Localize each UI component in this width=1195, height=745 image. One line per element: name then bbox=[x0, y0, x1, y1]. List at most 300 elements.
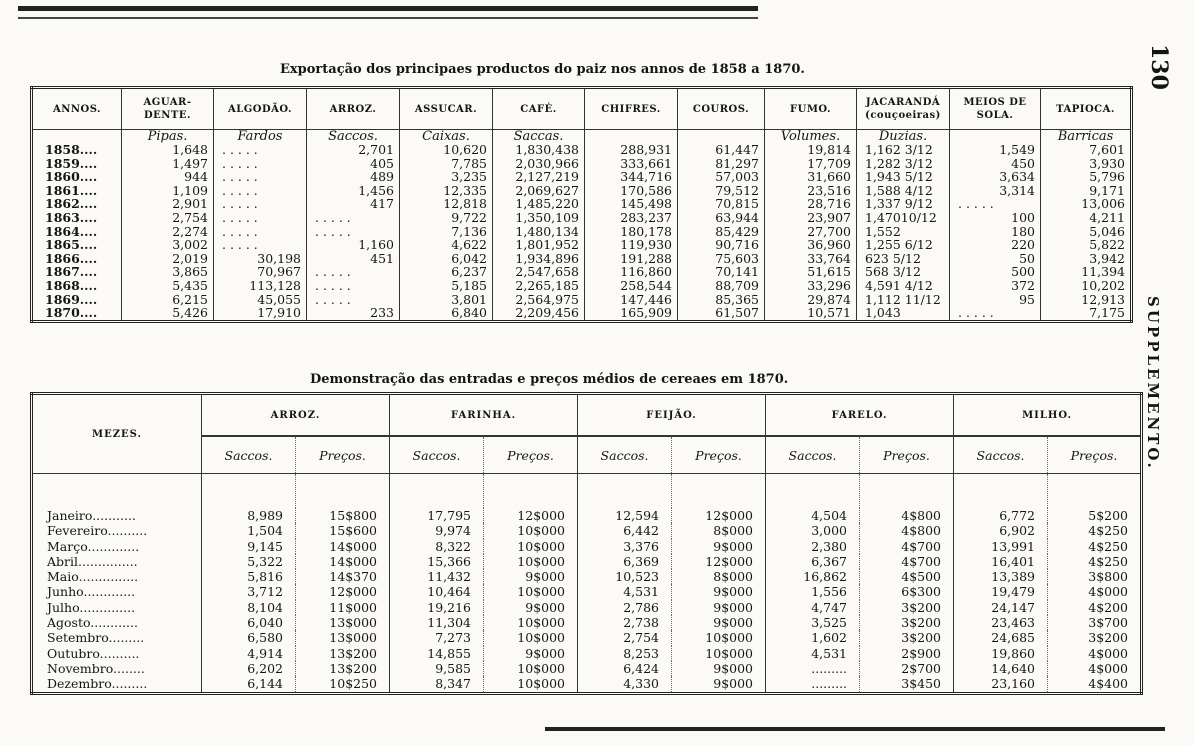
cereals-table-row bbox=[32, 676, 1142, 693]
exports-value-cell: 170,586 bbox=[585, 184, 678, 198]
exports-value-cell: 2,069,627 bbox=[493, 184, 585, 198]
exports-value-cell: 180,178 bbox=[585, 225, 678, 239]
cereal-value-cell: 24,147 bbox=[954, 600, 1048, 615]
exports-year-cell: 1858.... bbox=[45, 143, 98, 157]
exports-value-cell: 5,426 bbox=[122, 306, 214, 321]
cereal-value-cell: 11,432 bbox=[390, 569, 484, 584]
cereals-table-row bbox=[32, 539, 1142, 554]
exports-column-header: ALGODÃO. bbox=[214, 88, 307, 130]
exports-value-cell: . . . . . bbox=[307, 225, 400, 239]
exports-value-cell: . . . . . bbox=[307, 293, 400, 307]
exports-year-cell: 1860.... bbox=[45, 170, 98, 184]
cereal-value-cell: 17,795 bbox=[390, 508, 484, 523]
exports-value-cell: 623 5/12 bbox=[857, 252, 950, 266]
exports-value-cell: 2,901 bbox=[122, 197, 214, 211]
cereal-value-cell: 10$000 bbox=[484, 676, 578, 693]
exports-value-cell: . . . . . bbox=[307, 211, 400, 225]
cereal-value-cell: 3$200 bbox=[1048, 630, 1142, 645]
month-name-cell: Janeiro........... bbox=[47, 508, 136, 523]
cereals-table-row bbox=[32, 584, 1142, 599]
exports-year-cell: 1869.... bbox=[45, 292, 98, 307]
exports-year-cell: 1866.... bbox=[45, 251, 98, 266]
exports-table-row bbox=[32, 170, 1132, 184]
exports-value-cell: 180 bbox=[950, 225, 1041, 239]
cereal-subheader: Preços. bbox=[296, 436, 390, 474]
cereal-value-cell: 4,531 bbox=[578, 584, 672, 599]
cereal-value-cell: ......... bbox=[766, 676, 860, 693]
cereal-value-cell: 15,366 bbox=[390, 554, 484, 569]
exports-value-cell: 12,913 bbox=[1041, 293, 1132, 307]
exports-value-cell: 405 bbox=[307, 157, 400, 171]
exports-value-cell: 4,211 bbox=[1041, 211, 1132, 225]
exports-value-cell: 90,716 bbox=[678, 238, 765, 252]
exports-value-cell: 288,931 bbox=[585, 143, 678, 157]
cereal-value-cell: 14,640 bbox=[954, 661, 1048, 676]
exports-value-cell: 23,907 bbox=[765, 211, 857, 225]
cereal-value-cell: 10$250 bbox=[296, 676, 390, 693]
exports-table-row bbox=[32, 238, 1132, 252]
exports-value-cell: 116,860 bbox=[585, 265, 678, 279]
exports-value-cell: 450 bbox=[950, 157, 1041, 171]
exports-value-cell: . . . . . bbox=[950, 197, 1041, 211]
cereal-value-cell: 3,000 bbox=[766, 523, 860, 538]
cereal-value-cell: 8,104 bbox=[202, 600, 296, 615]
cereal-value-cell: 19,216 bbox=[390, 600, 484, 615]
cereals-table-row bbox=[32, 569, 1142, 584]
exports-value-cell: 1,648 bbox=[122, 143, 214, 157]
month-name-cell: Abril............... bbox=[47, 553, 138, 569]
exports-value-cell: 57,003 bbox=[678, 170, 765, 184]
exports-value-cell: 2,274 bbox=[122, 225, 214, 239]
exports-value-cell: 2,547,658 bbox=[493, 265, 585, 279]
exports-value-cell: . . . . . bbox=[214, 197, 307, 211]
exports-value-cell: . . . . . bbox=[214, 238, 307, 252]
exports-year-cell: 1861.... bbox=[45, 183, 98, 198]
exports-value-cell: 3,930 bbox=[1041, 157, 1132, 171]
spacer-cell bbox=[1048, 474, 1142, 509]
cereal-value-cell: 10$000 bbox=[484, 615, 578, 630]
exports-value-cell: 344,716 bbox=[585, 170, 678, 184]
cereal-value-cell: 13$200 bbox=[296, 646, 390, 661]
cereal-value-cell: 9$000 bbox=[672, 661, 766, 676]
cereal-value-cell: 12,594 bbox=[578, 508, 672, 523]
exports-value-cell: 165,909 bbox=[585, 306, 678, 321]
exports-value-cell: 119,930 bbox=[585, 238, 678, 252]
cereal-value-cell: 1,504 bbox=[202, 523, 296, 538]
exports-value-cell: 451 bbox=[307, 252, 400, 266]
cereal-value-cell: 8,347 bbox=[390, 676, 484, 693]
spacer-cell bbox=[484, 474, 578, 509]
exports-value-cell: 944 bbox=[122, 170, 214, 184]
cereal-subheader: Saccos. bbox=[954, 436, 1048, 474]
exports-value-cell: 1,549 bbox=[950, 143, 1041, 157]
cereal-value-cell: 9$000 bbox=[672, 676, 766, 693]
spacer-cell bbox=[766, 474, 860, 509]
exports-year-cell: 1868.... bbox=[45, 278, 98, 293]
cereal-value-cell: 13,389 bbox=[954, 569, 1048, 584]
exports-value-cell: 3,314 bbox=[950, 184, 1041, 198]
cereal-value-cell: 24,685 bbox=[954, 630, 1048, 645]
exports-value-cell: 113,128 bbox=[214, 279, 307, 293]
exports-value-cell: 95 bbox=[950, 293, 1041, 307]
exports-value-cell: 50 bbox=[950, 252, 1041, 266]
exports-table-row bbox=[32, 157, 1132, 171]
exports-value-cell: 5,435 bbox=[122, 279, 214, 293]
exports-value-cell: 6,237 bbox=[400, 265, 493, 279]
exports-value-cell: 1,337 9/12 bbox=[857, 197, 950, 211]
cereal-subheader: Preços. bbox=[484, 436, 578, 474]
cereal-group-header: FARELO. bbox=[766, 394, 954, 437]
exports-value-cell: . . . . . bbox=[214, 143, 307, 157]
cereal-value-cell: 4,531 bbox=[766, 646, 860, 661]
cereal-value-cell: 4$000 bbox=[1048, 646, 1142, 661]
exports-column-header: ANNOS. bbox=[32, 88, 122, 130]
exports-value-cell: 1,160 bbox=[307, 238, 400, 252]
cereal-value-cell: 3,525 bbox=[766, 615, 860, 630]
cereal-value-cell: 4$700 bbox=[860, 539, 954, 554]
exports-value-cell: 10,620 bbox=[400, 143, 493, 157]
cereal-value-cell: 14$370 bbox=[296, 569, 390, 584]
exports-value-cell: 145,498 bbox=[585, 197, 678, 211]
cereal-value-cell: 19,479 bbox=[954, 584, 1048, 599]
exports-value-cell: 2,019 bbox=[122, 252, 214, 266]
exports-value-cell: 81,297 bbox=[678, 157, 765, 171]
cereal-value-cell: 4$200 bbox=[1048, 600, 1142, 615]
cereal-value-cell: 3$800 bbox=[1048, 569, 1142, 584]
cereal-value-cell: 3$200 bbox=[860, 615, 954, 630]
cereals-table-row bbox=[32, 523, 1142, 538]
exports-value-cell: 2,564,975 bbox=[493, 293, 585, 307]
exports-value-cell: 4,591 4/12 bbox=[857, 279, 950, 293]
exports-column-header: COUROS. bbox=[678, 88, 765, 130]
exports-column-header: ARROZ. bbox=[307, 88, 400, 130]
cereal-value-cell: 3$450 bbox=[860, 676, 954, 693]
exports-value-cell: 233 bbox=[307, 306, 400, 321]
exports-table-row bbox=[32, 184, 1132, 198]
cereal-value-cell: 11$000 bbox=[296, 600, 390, 615]
exports-value-cell: 5,796 bbox=[1041, 170, 1132, 184]
exports-value-cell: 70,141 bbox=[678, 265, 765, 279]
exports-value-cell: 2,265,185 bbox=[493, 279, 585, 293]
cereal-value-cell: 5,816 bbox=[202, 569, 296, 584]
cereal-value-cell: 9,974 bbox=[390, 523, 484, 538]
cereal-value-cell: 9$000 bbox=[484, 600, 578, 615]
exports-column-header: CAFÉ. bbox=[493, 88, 585, 130]
cereal-value-cell: 10,523 bbox=[578, 569, 672, 584]
cereal-value-cell: 10$000 bbox=[672, 630, 766, 645]
cereal-group-header: ARROZ. bbox=[202, 394, 390, 437]
exports-value-cell: 29,874 bbox=[765, 293, 857, 307]
cereal-value-cell: 2$900 bbox=[860, 646, 954, 661]
exports-unit-label: Fardos bbox=[214, 130, 307, 144]
cereal-value-cell: 4$800 bbox=[860, 523, 954, 538]
exports-value-cell: 220 bbox=[950, 238, 1041, 252]
cereal-value-cell: 9$000 bbox=[484, 569, 578, 584]
exports-value-cell: 51,615 bbox=[765, 265, 857, 279]
exports-value-cell: 1,485,220 bbox=[493, 197, 585, 211]
exports-value-cell: . . . . . bbox=[950, 306, 1041, 321]
cereals-table-row bbox=[32, 600, 1142, 615]
exports-value-cell: 5,185 bbox=[400, 279, 493, 293]
cereal-value-cell: 16,862 bbox=[766, 569, 860, 584]
cereal-value-cell: 9$000 bbox=[484, 646, 578, 661]
cereal-value-cell: 8$000 bbox=[672, 569, 766, 584]
exports-value-cell: 1,109 bbox=[122, 184, 214, 198]
exports-value-cell: 7,136 bbox=[400, 225, 493, 239]
cereal-value-cell: 4$400 bbox=[1048, 676, 1142, 693]
cereals-table-row bbox=[32, 554, 1142, 569]
cereal-value-cell: 4,747 bbox=[766, 600, 860, 615]
exports-value-cell: 568 3/12 bbox=[857, 265, 950, 279]
cereal-value-cell: 6,442 bbox=[578, 523, 672, 538]
cereal-value-cell: 14$000 bbox=[296, 554, 390, 569]
cereal-value-cell: 12$000 bbox=[672, 554, 766, 569]
exports-header-row bbox=[32, 88, 1132, 130]
cereal-subheader: Saccos. bbox=[578, 436, 672, 474]
cereal-value-cell: 6,369 bbox=[578, 554, 672, 569]
spacer-cell bbox=[578, 474, 672, 509]
months-column-header: MEZES. bbox=[32, 394, 202, 474]
exports-value-cell: . . . . . bbox=[214, 184, 307, 198]
cereal-value-cell: 4$800 bbox=[860, 508, 954, 523]
exports-value-cell: 5,822 bbox=[1041, 238, 1132, 252]
exports-value-cell: 45,055 bbox=[214, 293, 307, 307]
cereal-value-cell: 4$700 bbox=[860, 554, 954, 569]
exports-value-cell: 1,480,134 bbox=[493, 225, 585, 239]
exports-value-cell: 11,394 bbox=[1041, 265, 1132, 279]
cereal-value-cell: 13$000 bbox=[296, 615, 390, 630]
cereal-value-cell: 8$000 bbox=[672, 523, 766, 538]
side-running-title: SUPPLEMENTO. bbox=[1144, 296, 1162, 471]
exports-value-cell: 5,046 bbox=[1041, 225, 1132, 239]
exports-value-cell: 1,588 4/12 bbox=[857, 184, 950, 198]
cereal-value-cell: 6,424 bbox=[578, 661, 672, 676]
cereal-value-cell: 6$300 bbox=[860, 584, 954, 599]
exports-year-cell: 1870.... bbox=[45, 306, 98, 321]
exports-value-cell: 61,507 bbox=[678, 306, 765, 321]
exports-column-header: JACARANDÁ (couçoeiras) bbox=[857, 88, 950, 130]
bottom-border-rule bbox=[545, 727, 1165, 731]
cereals-table-row bbox=[32, 646, 1142, 661]
exports-value-cell: . . . . . bbox=[214, 157, 307, 171]
month-name-cell: Fevereiro.......... bbox=[47, 523, 148, 539]
top-border-rule-thin bbox=[18, 17, 758, 19]
month-name-cell: Outubro.......... bbox=[47, 645, 140, 661]
cereal-value-cell: 9,145 bbox=[202, 539, 296, 554]
cereal-value-cell: 6,367 bbox=[766, 554, 860, 569]
month-name-cell: Julho.............. bbox=[47, 599, 136, 615]
exports-value-cell: 10,571 bbox=[765, 306, 857, 321]
exports-value-cell: 333,661 bbox=[585, 157, 678, 171]
cereal-value-cell: 9$000 bbox=[672, 615, 766, 630]
exports-value-cell: 27,700 bbox=[765, 225, 857, 239]
cereal-value-cell: 3$200 bbox=[860, 630, 954, 645]
exports-year-cell: 1867.... bbox=[45, 265, 98, 279]
exports-value-cell: 85,365 bbox=[678, 293, 765, 307]
cereal-value-cell: 13$200 bbox=[296, 661, 390, 676]
cereals-table-row bbox=[32, 661, 1142, 676]
cereal-value-cell: 19,860 bbox=[954, 646, 1048, 661]
cereals-table-row bbox=[32, 508, 1142, 523]
exports-value-cell: 500 bbox=[950, 265, 1041, 279]
cereal-value-cell: 4,330 bbox=[578, 676, 672, 693]
month-name-cell: Dezembro......... bbox=[47, 676, 148, 692]
cereal-value-cell: 4$250 bbox=[1048, 539, 1142, 554]
exports-value-cell: 191,288 bbox=[585, 252, 678, 266]
exports-value-cell: 2,754 bbox=[122, 211, 214, 225]
exports-value-cell: 6,042 bbox=[400, 252, 493, 266]
exports-table-row bbox=[32, 252, 1132, 266]
exports-value-cell: 30,198 bbox=[214, 252, 307, 266]
cereal-value-cell: 11,304 bbox=[390, 615, 484, 630]
exports-table-title: Exportação dos principaes productos do paiz nos annos de 1858 a 1870. bbox=[280, 62, 805, 77]
exports-value-cell: 3,634 bbox=[950, 170, 1041, 184]
exports-value-cell: 6,840 bbox=[400, 306, 493, 321]
exports-value-cell: 9,722 bbox=[400, 211, 493, 225]
spacer-cell bbox=[672, 474, 766, 509]
exports-value-cell: 19,814 bbox=[765, 143, 857, 157]
exports-value-cell: 3,801 bbox=[400, 293, 493, 307]
cereal-subheader: Preços. bbox=[672, 436, 766, 474]
exports-table-row bbox=[32, 143, 1132, 157]
cereal-value-cell: 6,144 bbox=[202, 676, 296, 693]
cereal-value-cell: 4,504 bbox=[766, 508, 860, 523]
cereal-value-cell: 13$000 bbox=[296, 630, 390, 645]
exports-value-cell: 2,209,456 bbox=[493, 306, 585, 321]
exports-value-cell: 258,544 bbox=[585, 279, 678, 293]
cereal-value-cell: 7,273 bbox=[390, 630, 484, 645]
exports-value-cell: 7,785 bbox=[400, 157, 493, 171]
cereals-table bbox=[30, 392, 1143, 695]
cereals-table-row bbox=[32, 615, 1142, 630]
month-name-cell: Maio............... bbox=[47, 569, 139, 585]
cereal-value-cell: 5,322 bbox=[202, 554, 296, 569]
cereal-value-cell: 2,738 bbox=[578, 615, 672, 630]
exports-value-cell: 417 bbox=[307, 197, 400, 211]
exports-value-cell: . . . . . bbox=[307, 279, 400, 293]
exports-value-cell: . . . . . bbox=[307, 265, 400, 279]
exports-value-cell: 79,512 bbox=[678, 184, 765, 198]
cereal-value-cell: 12$000 bbox=[484, 508, 578, 523]
exports-value-cell: 1,943 5/12 bbox=[857, 170, 950, 184]
exports-value-cell: . . . . . bbox=[214, 170, 307, 184]
cereal-value-cell: 8,253 bbox=[578, 646, 672, 661]
exports-value-cell: 12,818 bbox=[400, 197, 493, 211]
spacer-cell bbox=[202, 474, 296, 509]
exports-value-cell: 489 bbox=[307, 170, 400, 184]
exports-unit-label: Duzias. bbox=[857, 130, 950, 144]
cereal-value-cell: 10$000 bbox=[672, 646, 766, 661]
exports-value-cell: 17,709 bbox=[765, 157, 857, 171]
exports-value-cell: 61,447 bbox=[678, 143, 765, 157]
cereal-value-cell: 8,989 bbox=[202, 508, 296, 523]
cereal-value-cell: 5$200 bbox=[1048, 508, 1142, 523]
cereal-value-cell: 10$000 bbox=[484, 523, 578, 538]
month-name-cell: Setembro......... bbox=[47, 630, 145, 646]
exports-value-cell: 2,127,219 bbox=[493, 170, 585, 184]
exports-value-cell: 1,456 bbox=[307, 184, 400, 198]
exports-unit-label: Barricas bbox=[1041, 130, 1132, 144]
cereal-value-cell: 6,580 bbox=[202, 630, 296, 645]
exports-value-cell: 3,942 bbox=[1041, 252, 1132, 266]
exports-value-cell: 147,446 bbox=[585, 293, 678, 307]
exports-unit-label bbox=[585, 130, 678, 144]
cereals-group-header-row bbox=[32, 394, 1142, 437]
cereal-value-cell: 12$000 bbox=[296, 584, 390, 599]
cereal-value-cell: 4$000 bbox=[1048, 661, 1142, 676]
cereal-value-cell: 4$250 bbox=[1048, 523, 1142, 538]
exports-units-row bbox=[32, 130, 1132, 144]
cereal-value-cell: 8,322 bbox=[390, 539, 484, 554]
cereal-value-cell: 4,914 bbox=[202, 646, 296, 661]
cereal-value-cell: 9$000 bbox=[672, 584, 766, 599]
exports-value-cell: 7,175 bbox=[1041, 306, 1132, 321]
exports-unit-label: Saccas. bbox=[493, 130, 585, 144]
exports-unit-label bbox=[950, 130, 1041, 144]
exports-value-cell: 4,622 bbox=[400, 238, 493, 252]
exports-value-cell: 88,709 bbox=[678, 279, 765, 293]
exports-value-cell: 75,603 bbox=[678, 252, 765, 266]
exports-column-header: ASSUCAR. bbox=[400, 88, 493, 130]
cereal-value-cell: 3,376 bbox=[578, 539, 672, 554]
cereal-value-cell: 9$000 bbox=[672, 539, 766, 554]
month-name-cell: Novembro........ bbox=[47, 660, 145, 676]
cereal-group-header: MILHO. bbox=[954, 394, 1142, 437]
exports-year-cell: 1859.... bbox=[45, 156, 98, 171]
exports-table bbox=[30, 86, 1133, 323]
cereal-value-cell: 10$000 bbox=[484, 539, 578, 554]
exports-value-cell: 6,215 bbox=[122, 293, 214, 307]
cereal-value-cell: 16,401 bbox=[954, 554, 1048, 569]
exports-value-cell: 36,960 bbox=[765, 238, 857, 252]
cereal-value-cell: 15$600 bbox=[296, 523, 390, 538]
cereal-value-cell: 4$250 bbox=[1048, 554, 1142, 569]
cereal-value-cell: 10$000 bbox=[484, 630, 578, 645]
exports-value-cell: 23,516 bbox=[765, 184, 857, 198]
cereal-value-cell: ......... bbox=[766, 661, 860, 676]
exports-unit-label: Caixas. bbox=[400, 130, 493, 144]
exports-value-cell: 2,030,966 bbox=[493, 157, 585, 171]
exports-column-header: FUMO. bbox=[765, 88, 857, 130]
exports-value-cell: 2,701 bbox=[307, 143, 400, 157]
spacer-cell bbox=[860, 474, 954, 509]
cereal-value-cell: 23,463 bbox=[954, 615, 1048, 630]
exports-table-row bbox=[32, 211, 1132, 225]
spacer-cell bbox=[390, 474, 484, 509]
exports-value-cell: 1,043 bbox=[857, 306, 950, 321]
cereal-value-cell: 3$200 bbox=[860, 600, 954, 615]
cereal-value-cell: 15$800 bbox=[296, 508, 390, 523]
exports-value-cell: 1,162 3/12 bbox=[857, 143, 950, 157]
exports-value-cell: 1,282 3/12 bbox=[857, 157, 950, 171]
exports-column-header: TAPIOCA. bbox=[1041, 88, 1132, 130]
cereal-value-cell: 3,712 bbox=[202, 584, 296, 599]
exports-column-header: AGUAR-DENTE. bbox=[122, 88, 214, 130]
spacer-cell bbox=[954, 474, 1048, 509]
cereal-group-header: FARINHA. bbox=[390, 394, 578, 437]
exports-value-cell: 372 bbox=[950, 279, 1041, 293]
cereal-subheader: Saccos. bbox=[390, 436, 484, 474]
exports-unit-label: Volumes. bbox=[765, 130, 857, 144]
cereal-value-cell: 3$700 bbox=[1048, 615, 1142, 630]
cereal-value-cell: 6,772 bbox=[954, 508, 1048, 523]
exports-value-cell: 28,716 bbox=[765, 197, 857, 211]
cereal-value-cell: 6,902 bbox=[954, 523, 1048, 538]
exports-value-cell: 31,660 bbox=[765, 170, 857, 184]
exports-value-cell: 1,830,438 bbox=[493, 143, 585, 157]
exports-value-cell: 1,350,109 bbox=[493, 211, 585, 225]
exports-table-row bbox=[32, 306, 1132, 321]
